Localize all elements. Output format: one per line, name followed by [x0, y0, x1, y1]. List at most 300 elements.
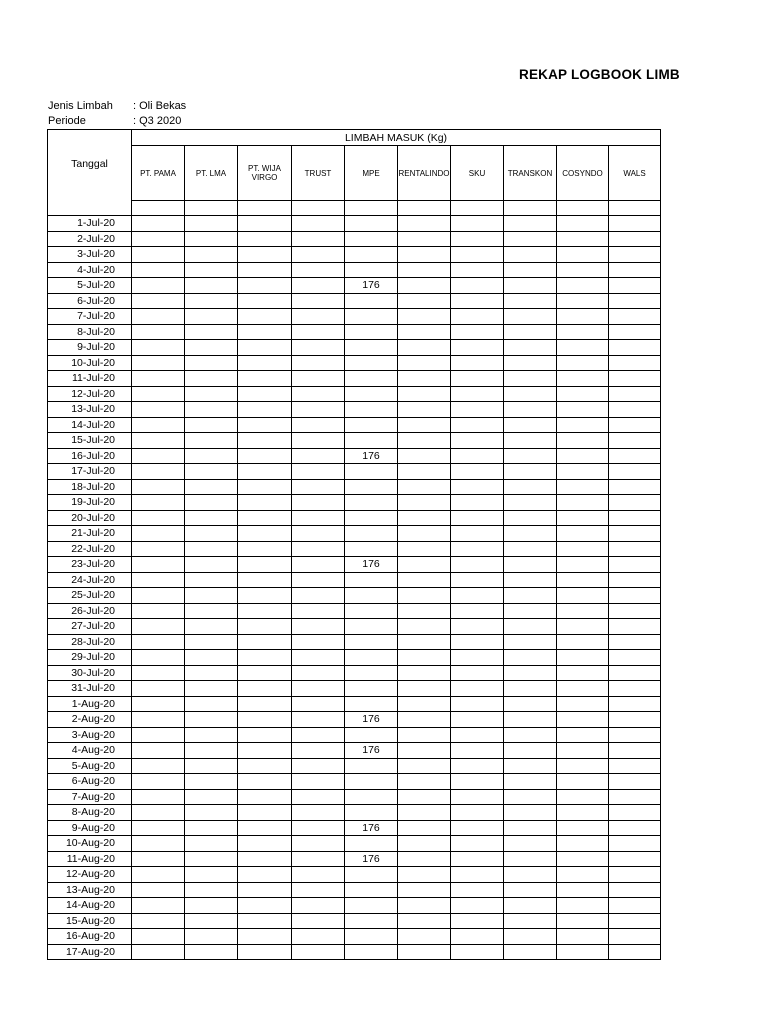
value-cell-pt-lma [185, 247, 238, 263]
value-cell-pt-lma [185, 696, 238, 712]
value-cell-trust [292, 247, 345, 263]
value-cell-pt-lma [185, 681, 238, 697]
value-cell-trust [292, 371, 345, 387]
value-cell-trust [292, 882, 345, 898]
value-cell-mpe [345, 293, 398, 309]
date-cell: 30-Jul-20 [48, 665, 132, 681]
value-cell-pt-lma [185, 665, 238, 681]
value-cell-mpe [345, 929, 398, 945]
value-cell-mpe [345, 944, 398, 960]
value-cell-pt-wija-virgo [238, 557, 292, 573]
value-cell-pt-wija-virgo [238, 309, 292, 325]
jenis-limbah-label: Jenis Limbah [48, 100, 113, 112]
value-cell-wals [609, 231, 661, 247]
value-cell-rentalindo [398, 247, 451, 263]
date-cell: 2-Jul-20 [48, 231, 132, 247]
table-row [48, 681, 661, 697]
value-cell-pt-pama [132, 386, 185, 402]
value-cell-cosyndo [557, 340, 609, 356]
value-cell-sku [451, 696, 504, 712]
column-header-cosyndo: COSYNDO [557, 146, 609, 201]
value-cell-mpe [345, 634, 398, 650]
value-cell-rentalindo [398, 588, 451, 604]
value-cell-mpe [345, 541, 398, 557]
value-cell-sku [451, 774, 504, 790]
value-cell-mpe: 176 [345, 712, 398, 728]
value-cell-transkon [504, 929, 557, 945]
value-cell-wals [609, 851, 661, 867]
value-cell-sku [451, 386, 504, 402]
value-cell-rentalindo [398, 216, 451, 232]
value-cell-mpe [345, 526, 398, 542]
table-row [48, 696, 661, 712]
value-cell-pt-wija-virgo [238, 247, 292, 263]
table-row [48, 464, 661, 480]
value-cell-pt-wija-virgo [238, 572, 292, 588]
table-row [48, 293, 661, 309]
value-cell-wals [609, 495, 661, 511]
value-cell-pt-lma [185, 324, 238, 340]
value-cell-pt-wija-virgo [238, 479, 292, 495]
value-cell-rentalindo [398, 479, 451, 495]
value-cell-wals [609, 665, 661, 681]
table-row [48, 929, 661, 945]
value-cell-transkon [504, 588, 557, 604]
value-cell-pt-wija-virgo [238, 588, 292, 604]
value-cell-pt-pama [132, 681, 185, 697]
value-cell-sku [451, 851, 504, 867]
value-cell-transkon [504, 495, 557, 511]
value-cell-pt-lma [185, 820, 238, 836]
value-cell-transkon [504, 619, 557, 635]
table-row [48, 758, 661, 774]
value-cell-pt-wija-virgo [238, 944, 292, 960]
table-row [48, 634, 661, 650]
table-row [48, 495, 661, 511]
value-cell-transkon [504, 913, 557, 929]
value-cell-trust [292, 650, 345, 666]
table-row [48, 278, 661, 294]
value-cell-mpe [345, 836, 398, 852]
value-cell-mpe [345, 727, 398, 743]
value-cell-wals [609, 712, 661, 728]
value-cell-transkon [504, 944, 557, 960]
column-header-pt-lma: PT. LMA [185, 146, 238, 201]
value-cell-rentalindo [398, 448, 451, 464]
value-cell-rentalindo [398, 743, 451, 759]
value-cell-pt-lma [185, 464, 238, 480]
value-cell-mpe [345, 789, 398, 805]
date-cell: 20-Jul-20 [48, 510, 132, 526]
table-row [48, 433, 661, 449]
value-cell-sku [451, 464, 504, 480]
value-cell-pt-pama [132, 417, 185, 433]
value-cell-pt-wija-virgo [238, 510, 292, 526]
value-cell-mpe [345, 696, 398, 712]
value-cell-rentalindo [398, 557, 451, 573]
value-cell-wals [609, 324, 661, 340]
value-cell-wals [609, 681, 661, 697]
value-cell-pt-wija-virgo [238, 603, 292, 619]
value-cell-trust [292, 727, 345, 743]
date-cell: 18-Jul-20 [48, 479, 132, 495]
spacer-cell [345, 201, 398, 216]
column-header-pt-pama: PT. PAMA [132, 146, 185, 201]
value-cell-trust [292, 386, 345, 402]
value-cell-rentalindo [398, 774, 451, 790]
value-cell-pt-lma [185, 526, 238, 542]
value-cell-cosyndo [557, 851, 609, 867]
value-cell-mpe [345, 572, 398, 588]
value-cell-wals [609, 727, 661, 743]
value-cell-sku [451, 293, 504, 309]
value-cell-sku [451, 944, 504, 960]
table-row [48, 603, 661, 619]
value-cell-transkon [504, 898, 557, 914]
value-cell-sku [451, 355, 504, 371]
value-cell-pt-pama [132, 882, 185, 898]
value-cell-cosyndo [557, 355, 609, 371]
value-cell-pt-lma [185, 805, 238, 821]
value-cell-cosyndo [557, 603, 609, 619]
value-cell-wals [609, 510, 661, 526]
value-cell-pt-wija-virgo [238, 820, 292, 836]
value-cell-transkon [504, 433, 557, 449]
value-cell-sku [451, 231, 504, 247]
value-cell-cosyndo [557, 867, 609, 883]
value-cell-pt-pama [132, 665, 185, 681]
value-cell-pt-lma [185, 371, 238, 387]
value-cell-cosyndo [557, 402, 609, 418]
value-cell-cosyndo [557, 727, 609, 743]
value-cell-wals [609, 309, 661, 325]
value-cell-trust [292, 355, 345, 371]
value-cell-wals [609, 805, 661, 821]
table-row [48, 572, 661, 588]
value-cell-cosyndo [557, 495, 609, 511]
value-cell-pt-lma [185, 743, 238, 759]
value-cell-pt-pama [132, 526, 185, 542]
value-cell-transkon [504, 309, 557, 325]
date-cell: 19-Jul-20 [48, 495, 132, 511]
value-cell-mpe [345, 371, 398, 387]
value-cell-sku [451, 309, 504, 325]
value-cell-pt-pama [132, 898, 185, 914]
value-cell-sku [451, 371, 504, 387]
date-cell: 17-Jul-20 [48, 464, 132, 480]
value-cell-rentalindo [398, 696, 451, 712]
value-cell-sku [451, 526, 504, 542]
value-cell-pt-pama [132, 324, 185, 340]
value-cell-pt-pama [132, 402, 185, 418]
value-cell-sku [451, 743, 504, 759]
date-cell: 6-Jul-20 [48, 293, 132, 309]
value-cell-pt-wija-virgo [238, 541, 292, 557]
value-cell-rentalindo [398, 293, 451, 309]
value-cell-pt-wija-virgo [238, 293, 292, 309]
value-cell-sku [451, 448, 504, 464]
date-cell: 15-Aug-20 [48, 913, 132, 929]
value-cell-pt-lma [185, 867, 238, 883]
value-cell-mpe [345, 913, 398, 929]
value-cell-pt-wija-virgo [238, 448, 292, 464]
value-cell-trust [292, 619, 345, 635]
value-cell-pt-pama [132, 712, 185, 728]
value-cell-wals [609, 386, 661, 402]
value-cell-cosyndo [557, 278, 609, 294]
value-cell-cosyndo [557, 293, 609, 309]
value-cell-pt-wija-virgo [238, 619, 292, 635]
value-cell-wals [609, 216, 661, 232]
jenis-limbah-value: : Oli Bekas [133, 100, 187, 112]
value-cell-mpe: 176 [345, 743, 398, 759]
value-cell-sku [451, 836, 504, 852]
value-cell-pt-lma [185, 789, 238, 805]
date-cell: 5-Jul-20 [48, 278, 132, 294]
column-header-rentalindo: RENTALINDO [398, 146, 451, 201]
value-cell-trust [292, 805, 345, 821]
spacer-cell [132, 201, 185, 216]
value-cell-pt-pama [132, 696, 185, 712]
value-cell-pt-pama [132, 619, 185, 635]
value-cell-pt-lma [185, 340, 238, 356]
value-cell-wals [609, 588, 661, 604]
table-row [48, 541, 661, 557]
value-cell-rentalindo [398, 681, 451, 697]
date-cell: 4-Jul-20 [48, 262, 132, 278]
value-cell-pt-wija-virgo [238, 696, 292, 712]
date-cell: 2-Aug-20 [48, 712, 132, 728]
value-cell-pt-pama [132, 231, 185, 247]
value-cell-transkon [504, 774, 557, 790]
date-cell: 9-Aug-20 [48, 820, 132, 836]
value-cell-pt-wija-virgo [238, 355, 292, 371]
value-cell-wals [609, 293, 661, 309]
value-cell-rentalindo [398, 944, 451, 960]
value-cell-sku [451, 340, 504, 356]
value-cell-trust [292, 898, 345, 914]
value-cell-transkon [504, 743, 557, 759]
date-cell: 7-Aug-20 [48, 789, 132, 805]
value-cell-cosyndo [557, 898, 609, 914]
value-cell-rentalindo [398, 324, 451, 340]
value-cell-transkon [504, 758, 557, 774]
value-cell-wals [609, 262, 661, 278]
value-cell-transkon [504, 479, 557, 495]
value-cell-transkon [504, 681, 557, 697]
table-row [48, 355, 661, 371]
value-cell-mpe [345, 681, 398, 697]
value-cell-transkon [504, 216, 557, 232]
value-cell-pt-wija-virgo [238, 758, 292, 774]
value-cell-pt-wija-virgo [238, 882, 292, 898]
value-cell-wals [609, 340, 661, 356]
value-cell-wals [609, 557, 661, 573]
value-cell-wals [609, 944, 661, 960]
date-cell: 21-Jul-20 [48, 526, 132, 542]
column-header-sku: SKU [451, 146, 504, 201]
value-cell-transkon [504, 448, 557, 464]
value-cell-mpe [345, 805, 398, 821]
value-cell-wals [609, 758, 661, 774]
value-cell-rentalindo [398, 278, 451, 294]
table-row [48, 712, 661, 728]
value-cell-transkon [504, 603, 557, 619]
date-cell: 1-Aug-20 [48, 696, 132, 712]
value-cell-pt-wija-virgo [238, 526, 292, 542]
value-cell-transkon [504, 851, 557, 867]
value-cell-cosyndo [557, 557, 609, 573]
value-cell-cosyndo [557, 944, 609, 960]
spacer-cell [292, 201, 345, 216]
value-cell-trust [292, 929, 345, 945]
logbook-table [47, 129, 661, 960]
value-cell-trust [292, 851, 345, 867]
value-cell-mpe [345, 510, 398, 526]
value-cell-trust [292, 820, 345, 836]
value-cell-transkon [504, 293, 557, 309]
table-row [48, 898, 661, 914]
value-cell-pt-pama [132, 774, 185, 790]
table-row [48, 386, 661, 402]
value-cell-cosyndo [557, 882, 609, 898]
value-cell-rentalindo [398, 402, 451, 418]
value-cell-trust [292, 789, 345, 805]
value-cell-trust [292, 557, 345, 573]
value-cell-cosyndo [557, 479, 609, 495]
value-cell-wals [609, 898, 661, 914]
value-cell-cosyndo [557, 805, 609, 821]
date-cell: 27-Jul-20 [48, 619, 132, 635]
value-cell-sku [451, 572, 504, 588]
value-cell-trust [292, 216, 345, 232]
value-cell-mpe [345, 619, 398, 635]
value-cell-trust [292, 913, 345, 929]
value-cell-trust [292, 603, 345, 619]
value-cell-pt-wija-virgo [238, 867, 292, 883]
value-cell-pt-wija-virgo [238, 371, 292, 387]
value-cell-wals [609, 650, 661, 666]
value-cell-pt-pama [132, 293, 185, 309]
value-cell-sku [451, 727, 504, 743]
date-cell: 10-Aug-20 [48, 836, 132, 852]
value-cell-pt-pama [132, 479, 185, 495]
value-cell-mpe [345, 650, 398, 666]
value-cell-trust [292, 433, 345, 449]
value-cell-rentalindo [398, 650, 451, 666]
value-cell-mpe [345, 355, 398, 371]
value-cell-transkon [504, 526, 557, 542]
value-cell-cosyndo [557, 371, 609, 387]
value-cell-pt-wija-virgo [238, 340, 292, 356]
column-header-trust: TRUST [292, 146, 345, 201]
date-cell: 3-Aug-20 [48, 727, 132, 743]
value-cell-transkon [504, 541, 557, 557]
value-cell-rentalindo [398, 913, 451, 929]
value-cell-wals [609, 371, 661, 387]
value-cell-cosyndo [557, 820, 609, 836]
value-cell-mpe [345, 758, 398, 774]
table-row [48, 510, 661, 526]
value-cell-trust [292, 681, 345, 697]
value-cell-sku [451, 789, 504, 805]
table-row [48, 944, 661, 960]
value-cell-rentalindo [398, 882, 451, 898]
column-header-transkon: TRANSKON [504, 146, 557, 201]
value-cell-wals [609, 417, 661, 433]
value-cell-rentalindo [398, 665, 451, 681]
date-cell: 29-Jul-20 [48, 650, 132, 666]
value-cell-sku [451, 278, 504, 294]
date-cell: 13-Jul-20 [48, 402, 132, 418]
value-cell-mpe: 176 [345, 820, 398, 836]
value-cell-cosyndo [557, 913, 609, 929]
value-cell-trust [292, 464, 345, 480]
value-cell-mpe [345, 464, 398, 480]
value-cell-sku [451, 324, 504, 340]
value-cell-pt-wija-virgo [238, 433, 292, 449]
value-cell-mpe [345, 231, 398, 247]
date-cell: 8-Aug-20 [48, 805, 132, 821]
value-cell-sku [451, 665, 504, 681]
tanggal-header: Tanggal [48, 130, 132, 216]
value-cell-wals [609, 867, 661, 883]
value-cell-pt-pama [132, 371, 185, 387]
value-cell-mpe [345, 340, 398, 356]
date-cell: 7-Jul-20 [48, 309, 132, 325]
value-cell-wals [609, 526, 661, 542]
value-cell-sku [451, 402, 504, 418]
value-cell-mpe: 176 [345, 448, 398, 464]
value-cell-pt-pama [132, 588, 185, 604]
value-cell-wals [609, 603, 661, 619]
value-cell-transkon [504, 820, 557, 836]
value-cell-pt-wija-virgo [238, 417, 292, 433]
value-cell-sku [451, 510, 504, 526]
value-cell-mpe [345, 247, 398, 263]
value-cell-pt-lma [185, 758, 238, 774]
value-cell-pt-lma [185, 836, 238, 852]
value-cell-cosyndo [557, 510, 609, 526]
value-cell-pt-wija-virgo [238, 324, 292, 340]
spacer-cell [238, 201, 292, 216]
table-row [48, 789, 661, 805]
value-cell-cosyndo [557, 712, 609, 728]
value-cell-transkon [504, 572, 557, 588]
value-cell-pt-pama [132, 510, 185, 526]
date-cell: 25-Jul-20 [48, 588, 132, 604]
value-cell-pt-lma [185, 386, 238, 402]
value-cell-pt-lma [185, 572, 238, 588]
value-cell-wals [609, 479, 661, 495]
table-row [48, 836, 661, 852]
value-cell-pt-lma [185, 913, 238, 929]
value-cell-pt-wija-virgo [238, 681, 292, 697]
value-cell-pt-pama [132, 355, 185, 371]
value-cell-pt-pama [132, 758, 185, 774]
value-cell-pt-lma [185, 231, 238, 247]
value-cell-sku [451, 588, 504, 604]
date-cell: 12-Aug-20 [48, 867, 132, 883]
table-row [48, 805, 661, 821]
table-row [48, 867, 661, 883]
value-cell-pt-pama [132, 262, 185, 278]
value-cell-pt-pama [132, 944, 185, 960]
value-cell-mpe: 176 [345, 557, 398, 573]
value-cell-cosyndo [557, 541, 609, 557]
value-cell-sku [451, 712, 504, 728]
value-cell-wals [609, 836, 661, 852]
